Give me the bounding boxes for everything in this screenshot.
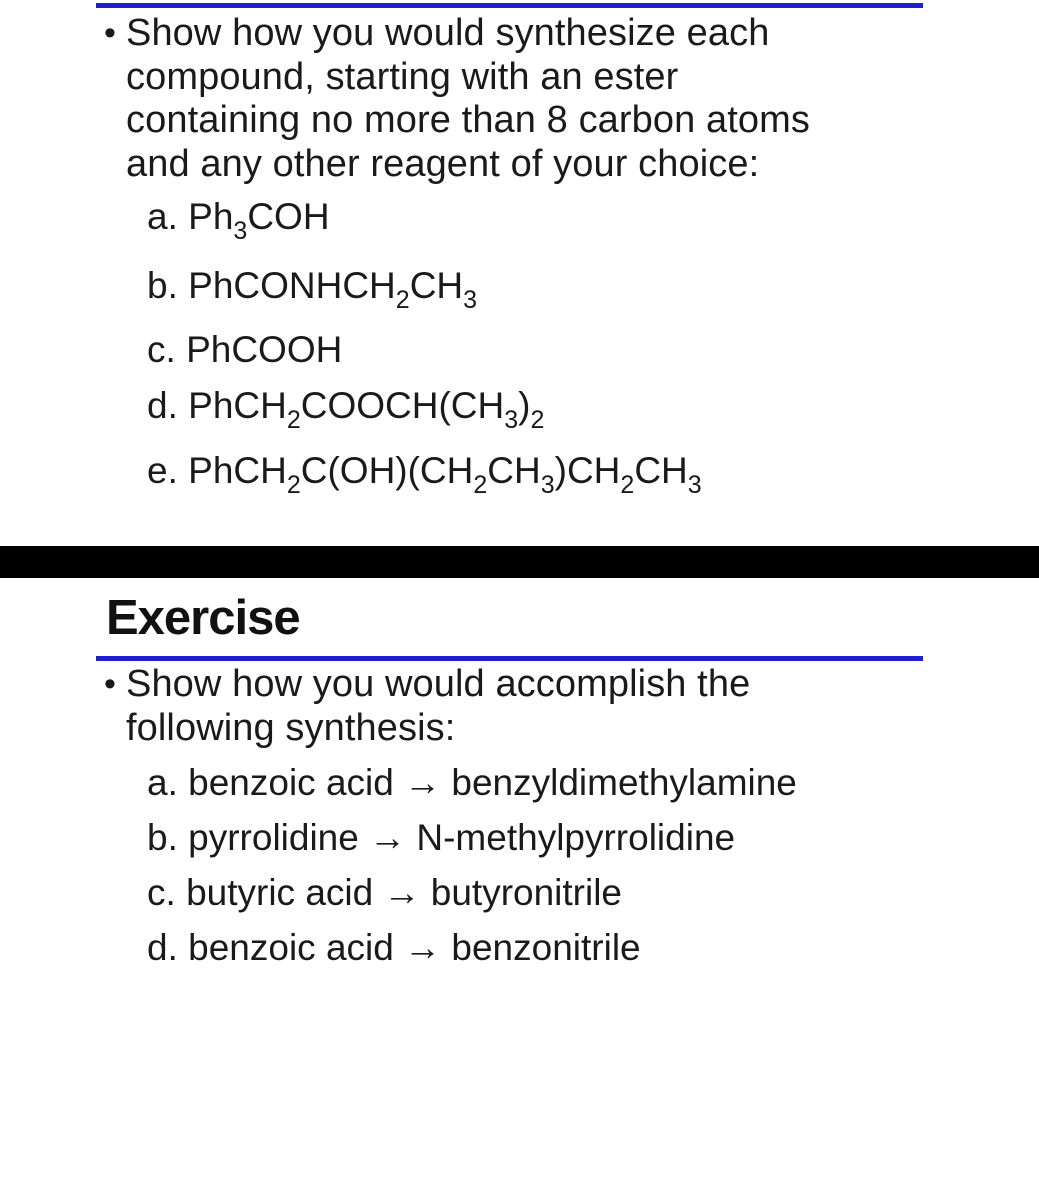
- item-formula: PhCOOH: [186, 329, 343, 370]
- item-label: d.: [147, 385, 189, 426]
- item-text: benzoic acid → benzonitrile: [188, 927, 641, 968]
- synthesis-item-d: [147, 926, 641, 970]
- accomplish-synthesis-bullet: [104, 663, 904, 750]
- item-label: b.: [147, 817, 178, 858]
- item-label: c.: [147, 872, 176, 913]
- slide-separator-bar: [0, 546, 1039, 578]
- item-label: a.: [147, 762, 178, 803]
- compound-item-a: [147, 195, 330, 245]
- compound-item-c: [147, 328, 342, 372]
- synthesis-item-b: [147, 816, 735, 860]
- synthesis-item-a: [147, 761, 797, 805]
- item-label: e.: [147, 450, 189, 491]
- compound-item-d: [147, 384, 545, 434]
- compound-item-b: [147, 264, 478, 314]
- bullet-dot-icon: •: [104, 14, 117, 52]
- item-label: c.: [147, 329, 187, 370]
- compound-item-e: [147, 449, 702, 499]
- item-text: benzoic acid → benzyldimethylamine: [188, 762, 797, 803]
- item-formula: $Ph_3COH$: [188, 196, 330, 245]
- heading-underline-rule: [96, 656, 923, 661]
- synthesis-item-c: [147, 871, 622, 915]
- item-text: pyrrolidine → N-methylpyrrolidine: [188, 817, 736, 858]
- item-formula: $PhCONHCH_2CH_3$: [188, 265, 478, 314]
- synthesis-instructions-bullet: [104, 12, 904, 186]
- exercise-heading: Exercise: [106, 591, 300, 645]
- item-text: butyric acid → butyronitrile: [186, 872, 623, 913]
- bullet-line: Show how you would synthesize each: [126, 12, 770, 54]
- item-formula: $PhCH_2COOCH(CH_3)_2$: [188, 385, 545, 434]
- bullet-line: and any other reagent of your choice:: [126, 142, 760, 185]
- bullet-line: Show how you would accomplish the: [126, 663, 751, 705]
- bullet-line: containing no more than 8 carbon atoms: [126, 99, 810, 141]
- item-label: d.: [147, 927, 178, 968]
- bullet-line: compound, starting with an ester: [126, 55, 679, 98]
- bullet-dot-icon: •: [104, 665, 117, 703]
- top-divider-rule: [96, 3, 923, 8]
- bullet-line: following synthesis:: [126, 706, 456, 749]
- item-label: b.: [147, 265, 189, 306]
- item-formula: $PhCH_2C(OH)(CH_2CH_3)CH_2CH_3$: [188, 450, 702, 499]
- item-label: a.: [147, 196, 189, 237]
